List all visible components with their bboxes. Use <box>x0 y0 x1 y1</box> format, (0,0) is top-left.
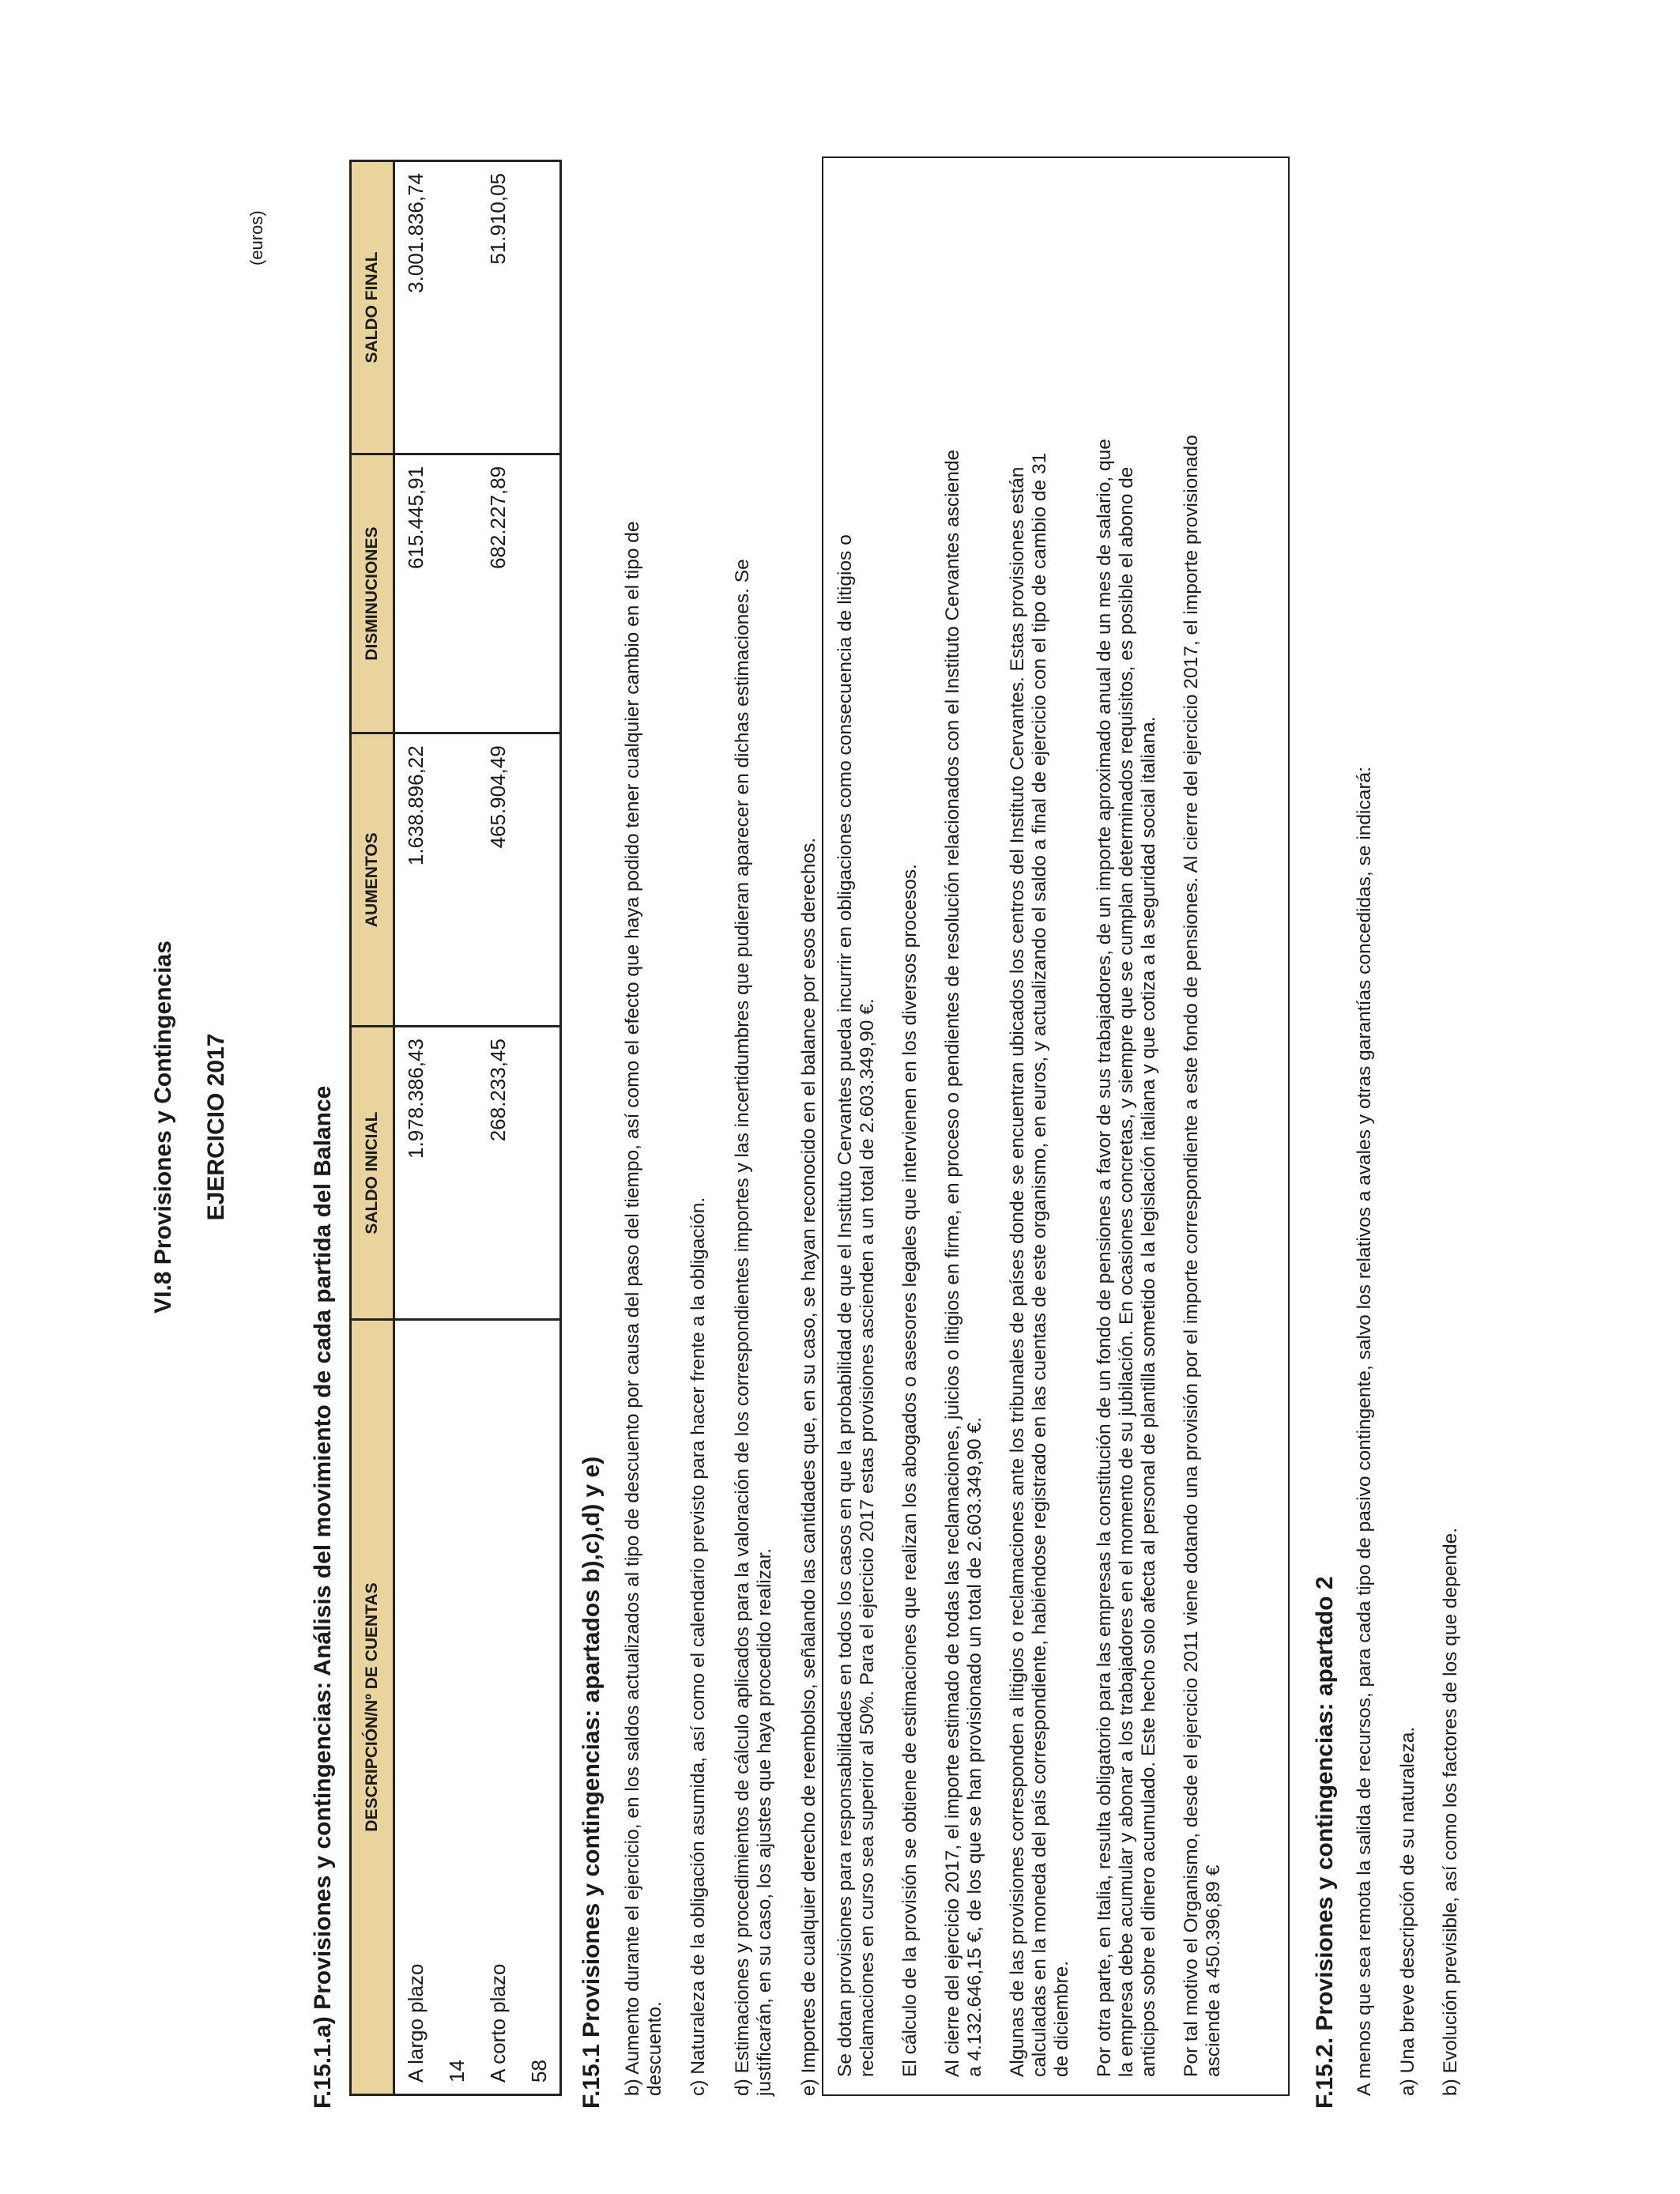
paragraph-b-line: descuento. <box>644 2001 665 2096</box>
paragraph-e-line: e) Importes de cualquier derecho de reembolso, señalando las cantidades que, en su caso, se hayan reconocido en el balance por esos derechos. <box>798 837 819 2096</box>
decreases-cell: 615.445,91 <box>394 454 478 733</box>
column-header-description: DESCRIPCIÓN/Nº DE CUENTAS <box>351 1320 394 2095</box>
page-title: VI.8 Provisiones y Contingencias <box>150 941 176 1314</box>
final-balance-cell: 3.001.836,74 <box>394 161 478 454</box>
note-paragraph-2: El cálculo de la provisión se obtiene de estimaciones que realizan los abogados o asesores legales que intervienen en los diversos procesos. <box>899 864 921 2077</box>
note-paragraph-1: Se dotan provisiones para responsabilidades en todos los casos en que la probabilidad de que el Instituto Cervantes pueda incurrir en obligaciones como consecuencia de litigios o reclamaciones en curso sea superior al 50%. Para el ejercicio 2017 estas provisiones ascienden a un total de 2.603.349,90 €. <box>834 534 878 2077</box>
fiscal-year-heading: EJERCICIO 2017 <box>203 1033 229 1221</box>
note-paragraph-3: Al cierre del ejercicio 2017, el importe estimado de todas las reclamaciones, juicios o litigios en firme, en proceso o pendientes de resolución relacionados con el Instituto Cervantes asciende a 4.132.646,15 €, de los que se han provisionado un total de 2.603.349,90 €. <box>942 449 985 2077</box>
column-header-final-balance: SALDO FINAL <box>351 161 394 454</box>
column-header-increases: AUMENTOS <box>351 733 394 1027</box>
row-account-number: 58 <box>527 2060 551 2083</box>
currency-note: (euros) <box>247 210 266 266</box>
note-paragraph-6: Por tal motivo el Organismo, desde el ejercicio 2011 viene dotando una provisión por el importe correspondiente a este fondo de pensiones. Al cierre del ejercicio 2017, el importe provisionado asciende a 450.396,89 € <box>1181 435 1224 2077</box>
table-row <box>394 161 478 2095</box>
initial-balance-cell: 1.978.386,43 <box>394 1027 478 1320</box>
note-paragraph-4: Algunas de las provisiones corresponden a litigios o reclamaciones ante los tribunales de países donde se encuentran ubicados los centros del Instituto Cervantes. Estas provisiones están calculadas en la moneda del país correspondiente, habiéndose registrado en las cuentas de este organismo, en euros, y actualizando el saldo a final de ejercicio con el tipo de cambio de 31 de diciembre. <box>1007 452 1072 2077</box>
section-2-item-a: a) Una breve descripción de su naturaleza. <box>1397 1726 1418 2096</box>
section-2-item-b: b) Evolución previsible, así como los factores de los que depende. <box>1440 1527 1461 2096</box>
row-description: A corto plazo <box>486 1963 510 2083</box>
section-2-title: F.15.2. Provisiones y contingencias: apartado 2 <box>1312 1576 1338 2109</box>
table-section-title: F.15.1.a) Provisiones y contingencias: Análisis del movimiento de cada partida del Balance <box>310 1085 336 2109</box>
final-balance-cell: 51.910,05 <box>477 161 561 454</box>
paragraph-c-line: c) Naturaleza de la obligación asumida, así como el calendario previsto para hacer frente a la obligación. <box>687 1197 709 2096</box>
increases-cell: 465.904,49 <box>477 733 561 1027</box>
rotated-document-page <box>0 60 1680 2194</box>
row-description: A largo plazo <box>404 1963 428 2083</box>
paragraph-e <box>798 160 820 2096</box>
paragraph-d-line: justificarán, en su caso, los ajustes que haya procedido realizar. <box>754 1547 775 2096</box>
decreases-cell: 682.227,89 <box>477 454 561 733</box>
provisions-notes-box <box>822 156 1290 2096</box>
column-header-decreases: DISMINUCIONES <box>351 454 394 733</box>
paragraph-b <box>622 160 666 2096</box>
paragraph-c <box>687 160 710 2096</box>
table-header-row <box>351 161 394 2095</box>
increases-cell: 1.638.896,22 <box>394 733 478 1027</box>
section-b-title: F.15.1 Provisiones y contingencias: apartados b),c),d) y e) <box>578 1456 605 2109</box>
row-description-cell <box>477 1320 561 2095</box>
column-header-initial-balance: SALDO INICIAL <box>351 1027 394 1320</box>
provisions-movement-table <box>349 160 562 2096</box>
paragraph-b-line: b) Aumento durante el ejercicio, en los saldos actualizados al tipo de descuento por causa del paso del tiempo, así como el efecto que haya podido tener cualquier cambio en el tipo de <box>622 521 643 2096</box>
note-paragraph-5: Por otra parte, en Italia, resulta obligatorio para las empresas la constitución de un fondo de pensiones a favor de sus trabajadores, de un importe aproximado anual de un mes de salario, que la empresa debe acumular y abonar a los trabajadores en el momento de su jubilación. En ocasiones concretas, y siempre que se cumplan determinados requisitos, es posible el abono de anticipos sobre el dinero acumulado. Este hecho solo afecta al personal de plantilla sometido a la legislación italiana y que cotiza a la seguridad social italiana. <box>1094 439 1159 2077</box>
row-account-number: 14 <box>445 2060 469 2083</box>
table-row <box>477 161 561 2095</box>
paragraph-d-line: d) Estimaciones y procedimientos de cálculo aplicados para la valoración de los correspondientes importes y las incertidumbres que pudieran aparecer en dichas estimaciones. Se <box>732 559 753 2096</box>
row-description-cell <box>394 1320 478 2095</box>
initial-balance-cell: 268.233,45 <box>477 1027 561 1320</box>
section-2-intro: A menos que sea remota la salida de recursos, para cada tipo de pasivo contingente, salvo los relativos a avales y otras garantías concedidas, se indicará: <box>1354 767 1375 2096</box>
paragraph-d <box>732 160 776 2096</box>
